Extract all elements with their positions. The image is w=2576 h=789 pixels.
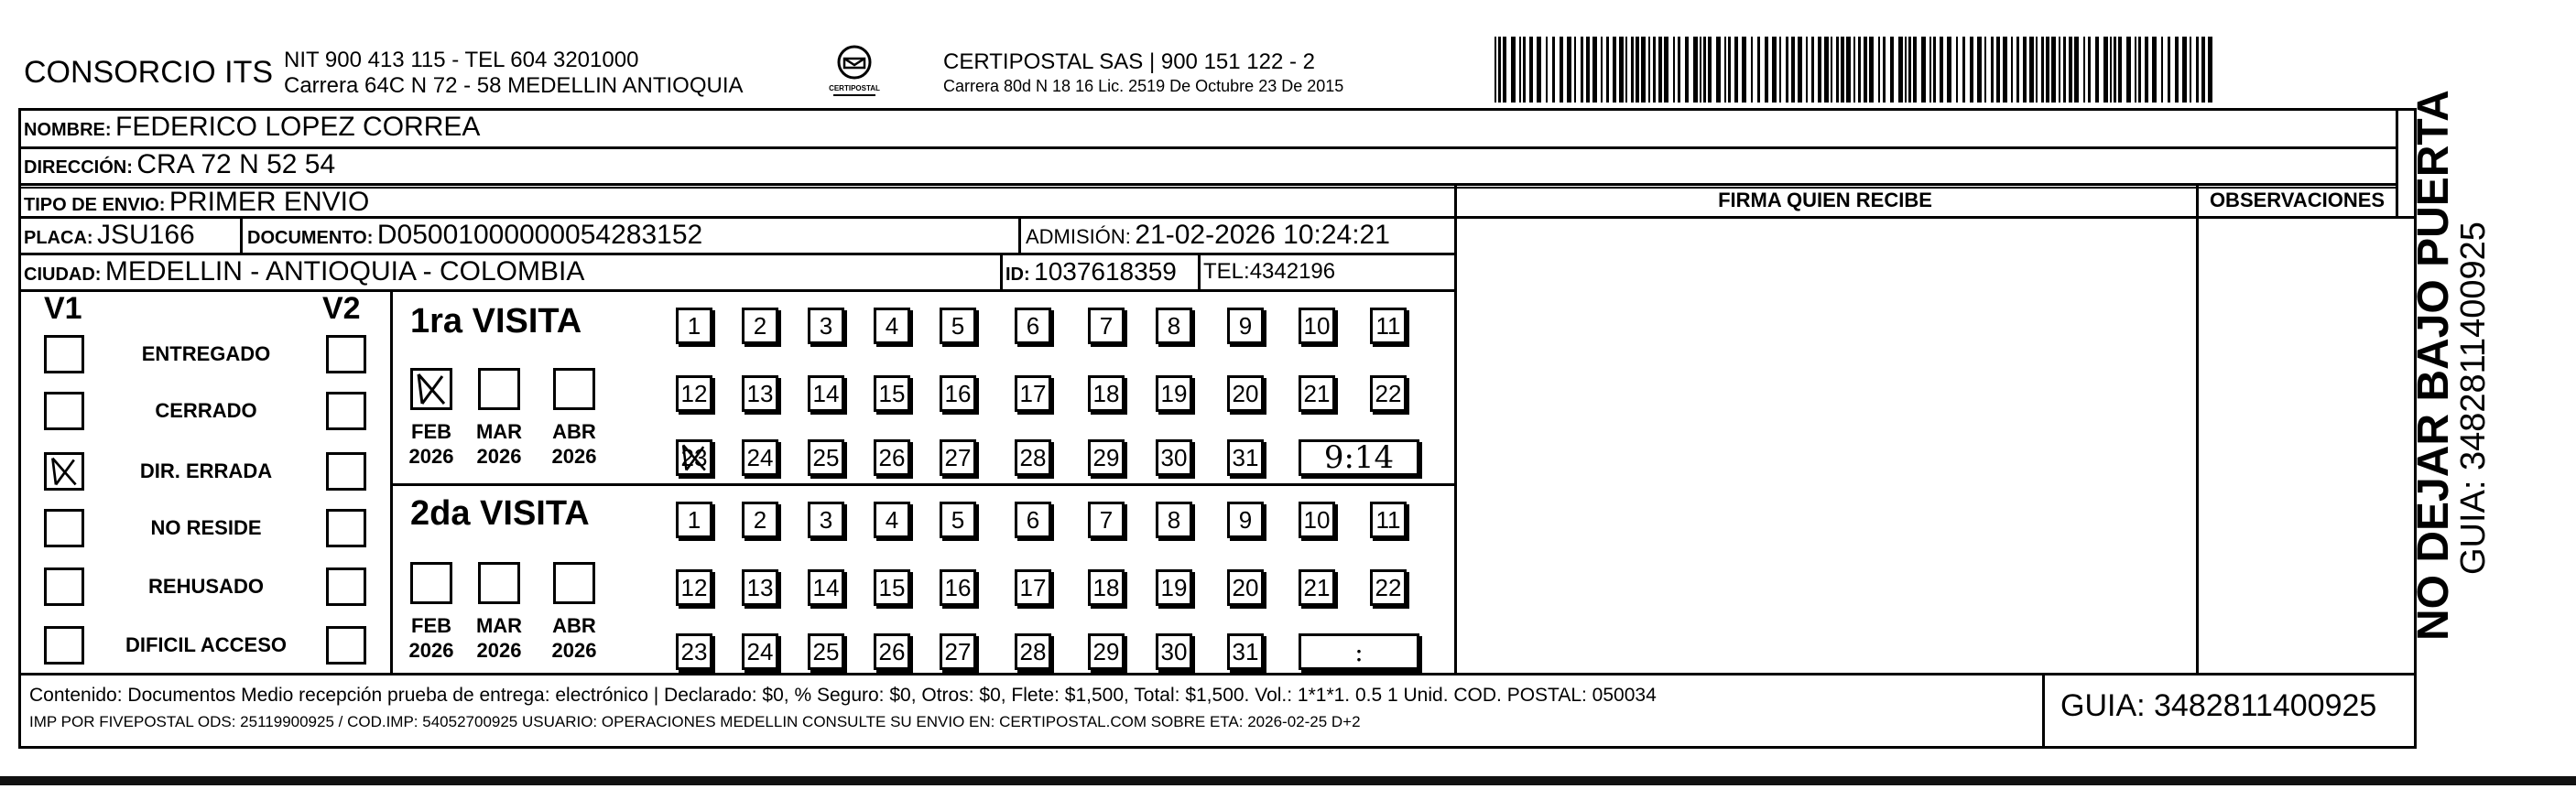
- v1-checkbox[interactable]: [44, 509, 84, 547]
- id-row: [1005, 257, 1177, 286]
- tipo-envio-label: TIPO DE ENVIO:: [24, 195, 166, 215]
- year-label: 2026: [551, 445, 597, 468]
- month-label: ABR: [552, 420, 596, 443]
- tipo-envio-row: [24, 187, 369, 218]
- day-box[interactable]: 23: [676, 633, 712, 670]
- side-warning: NO DEJAR BAJO PUERTA: [2409, 90, 2458, 641]
- documento-value: D05001000000054283152: [376, 220, 703, 250]
- barcode: [1495, 37, 2218, 103]
- day-box[interactable]: 14: [808, 375, 844, 412]
- day-box[interactable]: 8: [1156, 308, 1192, 344]
- day-box[interactable]: 24: [742, 439, 778, 476]
- day-box[interactable]: 20: [1227, 569, 1264, 606]
- day-box[interactable]: 17: [1015, 375, 1051, 412]
- day-box[interactable]: 13: [742, 375, 778, 412]
- month-checkbox[interactable]: [478, 562, 520, 604]
- day-box[interactable]: 31: [1227, 439, 1264, 476]
- certipostal-logo: [826, 40, 883, 101]
- admision-row: [1026, 220, 1390, 251]
- day-box[interactable]: 3: [808, 502, 844, 538]
- month-label: MAR: [475, 420, 523, 443]
- day-box[interactable]: 24: [742, 633, 778, 670]
- day-box[interactable]: 9: [1227, 308, 1264, 344]
- year-label: 2026: [408, 639, 454, 662]
- day-box[interactable]: 28: [1015, 439, 1051, 476]
- company-nit: NIT 900 413 115 - TEL 604 3201000: [284, 48, 639, 72]
- day-box[interactable]: 27: [940, 439, 976, 476]
- v2-checkbox[interactable]: [326, 392, 366, 430]
- day-box[interactable]: 2: [742, 308, 778, 344]
- day-box[interactable]: 5: [940, 308, 976, 344]
- company-name: CONSORCIO ITS: [24, 55, 274, 90]
- ciudad-value: MEDELLIN - ANTIOQUIA - COLOMBIA: [104, 256, 585, 286]
- placa-value: JSU166: [97, 220, 195, 250]
- day-mark-icon: [679, 442, 710, 473]
- day-box[interactable]: 4: [874, 308, 910, 344]
- placa-row: [24, 220, 195, 251]
- day-box[interactable]: 1: [676, 502, 712, 538]
- direccion-row: [24, 149, 335, 180]
- v1-checkbox[interactable]: [44, 335, 84, 373]
- day-box[interactable]: 1: [676, 308, 712, 344]
- status-label: NO RESIDE: [150, 516, 262, 539]
- svg-text:CERTIPOSTAL: CERTIPOSTAL: [829, 84, 880, 92]
- v1-checkbox[interactable]: [44, 567, 84, 606]
- v1-checkbox[interactable]: [44, 392, 84, 430]
- day-box[interactable]: 15: [874, 375, 910, 412]
- second-visit-title: 2da VISITA: [410, 494, 590, 533]
- day-box[interactable]: 27: [940, 633, 976, 670]
- documento-label: DOCUMENTO:: [247, 228, 374, 248]
- documento-row: [247, 220, 702, 251]
- carrier-name: CERTIPOSTAL SAS | 900 151 122 - 2: [943, 49, 1315, 74]
- time-box[interactable]: 9:14: [1299, 439, 1419, 476]
- day-box[interactable]: 21: [1299, 375, 1335, 412]
- carrier-license: Carrera 80d N 18 16 Lic. 2519 De Octubre 23 De 2015: [943, 77, 1344, 95]
- day-box[interactable]: 20: [1227, 375, 1264, 412]
- month-checkbox[interactable]: [478, 368, 520, 410]
- v2-checkbox[interactable]: [326, 452, 366, 491]
- day-box[interactable]: 21: [1299, 569, 1335, 606]
- day-box[interactable]: 11: [1370, 308, 1407, 344]
- admision-value: 21-02-2026 10:24:21: [1135, 220, 1390, 250]
- month-label: FEB: [411, 614, 451, 637]
- day-box[interactable]: 29: [1088, 439, 1125, 476]
- firma-header: FIRMA QUIEN RECIBE: [1718, 189, 1932, 211]
- company-address: Carrera 64C N 72 - 58 MEDELLIN ANTIOQUIA: [284, 73, 744, 98]
- day-box[interactable]: 12: [676, 375, 712, 412]
- month-checkbox[interactable]: [410, 562, 452, 604]
- direccion-label: DIRECCIÓN:: [24, 157, 133, 178]
- status-label: ENTREGADO: [141, 342, 271, 365]
- v1-checkbox[interactable]: [44, 626, 84, 665]
- day-box[interactable]: 16: [940, 569, 976, 606]
- month-checkbox[interactable]: [410, 368, 452, 410]
- day-box[interactable]: 2: [742, 502, 778, 538]
- side-guia: GUIA: 3482811400925: [2454, 222, 2493, 575]
- page-edge: [0, 776, 2576, 785]
- tipo-envio-value: PRIMER ENVIO: [168, 187, 370, 217]
- day-box[interactable]: 18: [1088, 375, 1125, 412]
- day-box[interactable]: 26: [874, 633, 910, 670]
- observaciones-header: OBSERVACIONES: [2209, 189, 2386, 211]
- day-box[interactable]: 9: [1227, 502, 1264, 538]
- day-box[interactable]: 4: [874, 502, 910, 538]
- first-visit-title: 1ra VISITA: [410, 302, 582, 340]
- day-box[interactable]: 25: [808, 633, 844, 670]
- day-box[interactable]: 5: [940, 502, 976, 538]
- day-box[interactable]: 30: [1156, 439, 1192, 476]
- day-box[interactable]: 26: [874, 439, 910, 476]
- month-checkbox[interactable]: [553, 368, 595, 410]
- status-label: DIFICIL ACCESO: [125, 633, 287, 656]
- day-box[interactable]: 7: [1088, 308, 1125, 344]
- month-label: FEB: [411, 420, 451, 443]
- day-box[interactable]: 10: [1299, 502, 1335, 538]
- year-label: 2026: [476, 639, 522, 662]
- day-box[interactable]: 19: [1156, 375, 1192, 412]
- status-label: REHUSADO: [148, 575, 264, 598]
- tel-label: TEL:: [1203, 259, 1250, 284]
- ciudad-row: [24, 256, 584, 287]
- day-box[interactable]: 8: [1156, 502, 1192, 538]
- status-label: DIR. ERRADA: [139, 459, 273, 482]
- day-box[interactable]: 25: [808, 439, 844, 476]
- nombre-label: NOMBRE:: [24, 120, 112, 140]
- day-box[interactable]: 6: [1015, 308, 1051, 344]
- footer-print-line: IMP POR FIVEPOSTAL ODS: 25119900925 / COD.IMP: 54052700925 USUARIO: OPERACIONES MEDELLIN CONSULTE SU ENVIO EN: CERTIPOSTAL.COM SOBRE ETA: 2026-02-25 D+2: [29, 713, 1361, 730]
- id-label: ID:: [1005, 265, 1030, 285]
- footer-content-line: Contenido: Documentos Medio recepción prueba de entrega: electrónico | Declarado: $0, % Seguro: $0, Otros: $0, Flete: $1,500, Total: $1,500. Vol.: 1*1*1. 0.5 1 Unid. COD. POSTAL: 050034: [29, 685, 1657, 706]
- id-value: 1037618359: [1034, 257, 1177, 286]
- nombre-value: FEDERICO LOPEZ CORREA: [115, 112, 481, 142]
- check-mark-icon: [47, 455, 82, 488]
- day-box[interactable]: 30: [1156, 633, 1192, 670]
- admision-label: ADMISIÓN:: [1026, 225, 1131, 248]
- day-box[interactable]: 6: [1015, 502, 1051, 538]
- check-mark-icon: [413, 371, 450, 407]
- day-box[interactable]: 22: [1370, 569, 1407, 606]
- day-box[interactable]: 22: [1370, 375, 1407, 412]
- v1-header: V1: [44, 291, 82, 326]
- nombre-row: [24, 112, 480, 143]
- v2-checkbox[interactable]: [326, 567, 366, 606]
- month-checkbox[interactable]: [553, 562, 595, 604]
- time-box[interactable]: :: [1299, 633, 1419, 670]
- day-box[interactable]: 16: [940, 375, 976, 412]
- day-box[interactable]: 14: [808, 569, 844, 606]
- v1-checkbox[interactable]: [44, 452, 84, 491]
- day-box[interactable]: 17: [1015, 569, 1051, 606]
- tel-row: [1203, 259, 1335, 285]
- status-label: CERRADO: [155, 399, 257, 422]
- footer-guia: GUIA: 3482811400925: [2060, 688, 2377, 723]
- placa-label: PLACA:: [24, 228, 93, 248]
- day-box[interactable]: 18: [1088, 569, 1125, 606]
- day-box[interactable]: 15: [874, 569, 910, 606]
- v2-checkbox[interactable]: [326, 335, 366, 373]
- year-label: 2026: [476, 445, 522, 468]
- tel-value: 4342196: [1249, 259, 1336, 284]
- v2-checkbox[interactable]: [326, 626, 366, 665]
- day-box[interactable]: 19: [1156, 569, 1192, 606]
- day-box[interactable]: 10: [1299, 308, 1335, 344]
- direccion-value: CRA 72 N 52 54: [136, 149, 336, 179]
- year-label: 2026: [551, 639, 597, 662]
- v2-header: V2: [322, 291, 361, 326]
- day-box[interactable]: 29: [1088, 633, 1125, 670]
- month-label: ABR: [552, 614, 596, 637]
- day-box[interactable]: 13: [742, 569, 778, 606]
- ciudad-label: CIUDAD:: [24, 265, 102, 285]
- year-label: 2026: [408, 445, 454, 468]
- day-box[interactable]: 12: [676, 569, 712, 606]
- day-box[interactable]: 3: [808, 308, 844, 344]
- day-box[interactable]: 31: [1227, 633, 1264, 670]
- day-box[interactable]: 7: [1088, 502, 1125, 538]
- day-box[interactable]: 23: [676, 439, 712, 476]
- v2-checkbox[interactable]: [326, 509, 366, 547]
- day-box[interactable]: 11: [1370, 502, 1407, 538]
- month-label: MAR: [475, 614, 523, 637]
- day-box[interactable]: 28: [1015, 633, 1051, 670]
